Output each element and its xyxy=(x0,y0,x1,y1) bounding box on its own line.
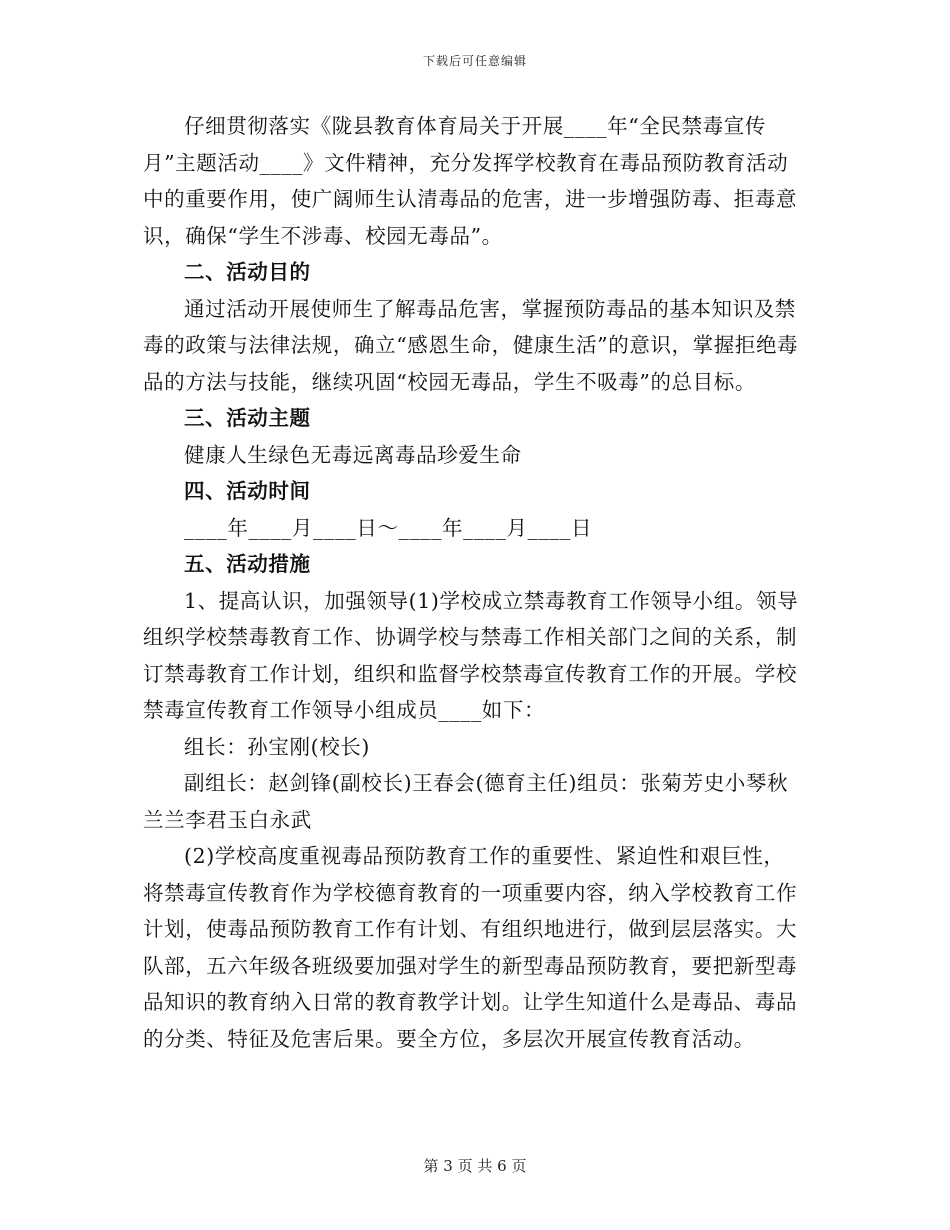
group-leader-line: 组长：孙宝刚(校长) xyxy=(184,734,370,759)
document-body xyxy=(143,108,805,1057)
page-header: 下载后可任意编辑 xyxy=(422,54,527,68)
page-number: 第 3 页 共 6 页 xyxy=(423,1157,527,1175)
section-heading-purpose: 二、活动目的 xyxy=(184,260,311,284)
section-heading-time: 四、活动时间 xyxy=(184,479,311,503)
intro-paragraph: 仔细贯彻落实《陇县教育体育局关于开展____年“全民禁毒宣传月”主题活动____》文件精神，充分发挥学校教育在毒品预防教育活动中的重要作用，使广阔师生认清毒品的危害，进一步增强防毒、拒毒意识，确保“学生不涉毒、校园无毒品”。 xyxy=(143,114,798,248)
section-heading-theme: 三、活动主题 xyxy=(184,406,311,430)
section-heading-measures: 五、活动措施 xyxy=(184,552,311,576)
measures-paragraph-2: (2)学校高度重视毒品预防教育工作的重要性、紧迫性和艰巨性，将禁毒宣传教育作为学校德育教育的一项重要内容，纳入学校教育工作计划，使毒品预防教育工作有计划、有组织地进行，做到层层落实。大队部，五六年级各班级要加强对学生的新型毒品预防教育，要把新型毒品知识的教育纳入日常的教育教学计划。让学生知道什么是毒品、毒品的分类、特征及危害后果。要全方位，多层次开展宣传教育活动。 xyxy=(143,844,798,1051)
theme-paragraph: 健康人生绿色无毒远离毒品珍爱生命 xyxy=(184,442,522,467)
time-paragraph: ____年____月____日～____年____月____日 xyxy=(184,515,593,540)
measures-paragraph-1: 1、提高认识，加强领导(1)学校成立禁毒教育工作领导小组。领导组织学校禁毒教育工作、协调学校与禁毒工作相关部门之间的关系，制订禁毒教育工作计划，组织和监督学校禁毒宣传教育工作的开展。学校禁毒宣传教育工作领导小组成员____如下： xyxy=(143,588,799,722)
purpose-paragraph: 通过活动开展使师生了解毒品危害，掌握预防毒品的基本知识及禁毒的政策与法律法规，确立“感恩生命，健康生活”的意识，掌握拒绝毒品的方法与技能，继续巩固“校园无毒品，学生不吸毒”的总目标。 xyxy=(143,296,799,394)
group-deputy-line: 副组长：赵剑锋(副校长)王春会(德育主任)组员：张菊芳史小琴秋兰兰李君玉白永武 xyxy=(143,771,789,832)
